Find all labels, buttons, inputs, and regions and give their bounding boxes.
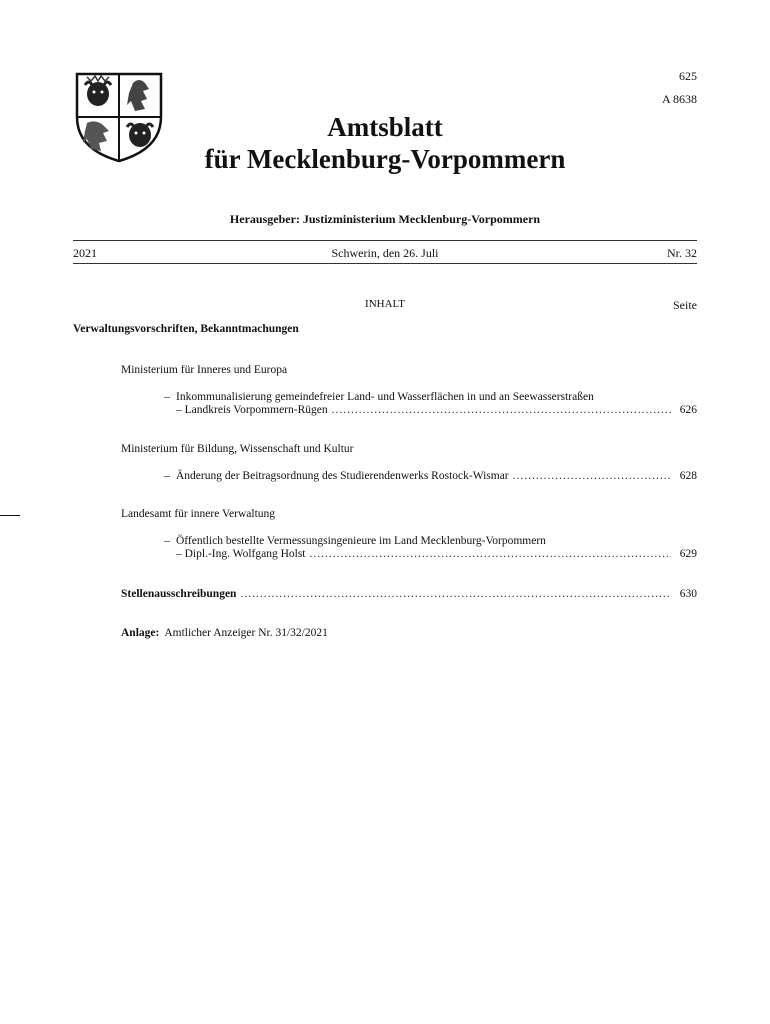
attachment-text: Amtlicher Anzeiger Nr. 31/32/2021 [164,627,328,639]
dot-leader [310,548,671,561]
ministry-heading: Landesamt für innere Verwaltung [121,508,276,520]
ministry-heading: Ministerium für Bildung, Wissenschaft und Kultur [121,443,354,455]
toc-entry-page: 629 [679,548,697,560]
masthead-title [150,112,620,176]
job-postings-page: 630 [679,588,697,600]
toc-entry-title: Öffentlich bestellte Vermessungsingenieure im Land Mecklenburg-Vorpommern [176,535,546,547]
toc-entry[interactable]: – Änderung der Beitragsordnung des Studierendenwerks Rostock-Wismar ..... 628 [164,470,697,483]
issue-place-date: Schwerin, den 26. Juli [331,246,439,260]
reference-code: A 8638 [661,92,697,106]
toc-entry-title: Änderung der Beitragsordnung des Studierendenwerks Rostock-Wismar [176,470,509,482]
attachment-label: Anlage: [121,627,160,639]
dot-leader [513,470,671,483]
top-divider [73,240,697,241]
toc-entry-subtitle: – Dipl.-Ing. Wolfgang Holst [176,548,306,560]
dot-leader [332,404,671,417]
title-line-1: Amtsblatt [327,112,443,142]
page-column-heading: Seite [673,298,697,312]
section-heading: Verwaltungsvorschriften, Bekanntmachungen [73,323,299,335]
publisher-line: Herausgeber: Justizministerium Mecklenburg-Vorpommern [229,212,541,226]
toc-entry-page: 628 [679,470,697,482]
ministry-heading: Ministerium für Inneres und Europa [121,364,288,376]
job-postings-label: Stellenausschreibungen [121,588,237,600]
bottom-divider [73,263,697,264]
dot-leader [240,588,671,600]
issue-number: Nr. 32 [667,246,697,260]
page-number: 625 [679,69,697,83]
job-postings-entry[interactable] [121,588,697,600]
toc-entry[interactable]: – Inkommunalisierung gemeindefreier Land- und Wasserflächen in und an Seewasserstraßen – Landkreis Vorpommern-Rügen ..... 626 [164,391,697,417]
toc-entry-subtitle: – Landkreis Vorpommern-Rügen [176,404,328,416]
toc-entry-page: 626 [679,404,697,416]
title-line-2: für Mecklenburg-Vorpommern [204,144,566,174]
margin-fold-mark [0,515,20,516]
contents-heading: INHALT [365,298,405,310]
toc-entry[interactable]: – Öffentlich bestellte Vermessungsingenieure im Land Mecklenburg-Vorpommern – Dipl.-Ing. Wolfgang Holst ..... 629 [164,535,697,561]
attachment-line [121,627,328,639]
issue-year: 2021 [73,246,97,260]
toc-entry-title: Inkommunalisierung gemeindefreier Land- und Wasserflächen in und an Seewasserstraßen [176,391,594,403]
